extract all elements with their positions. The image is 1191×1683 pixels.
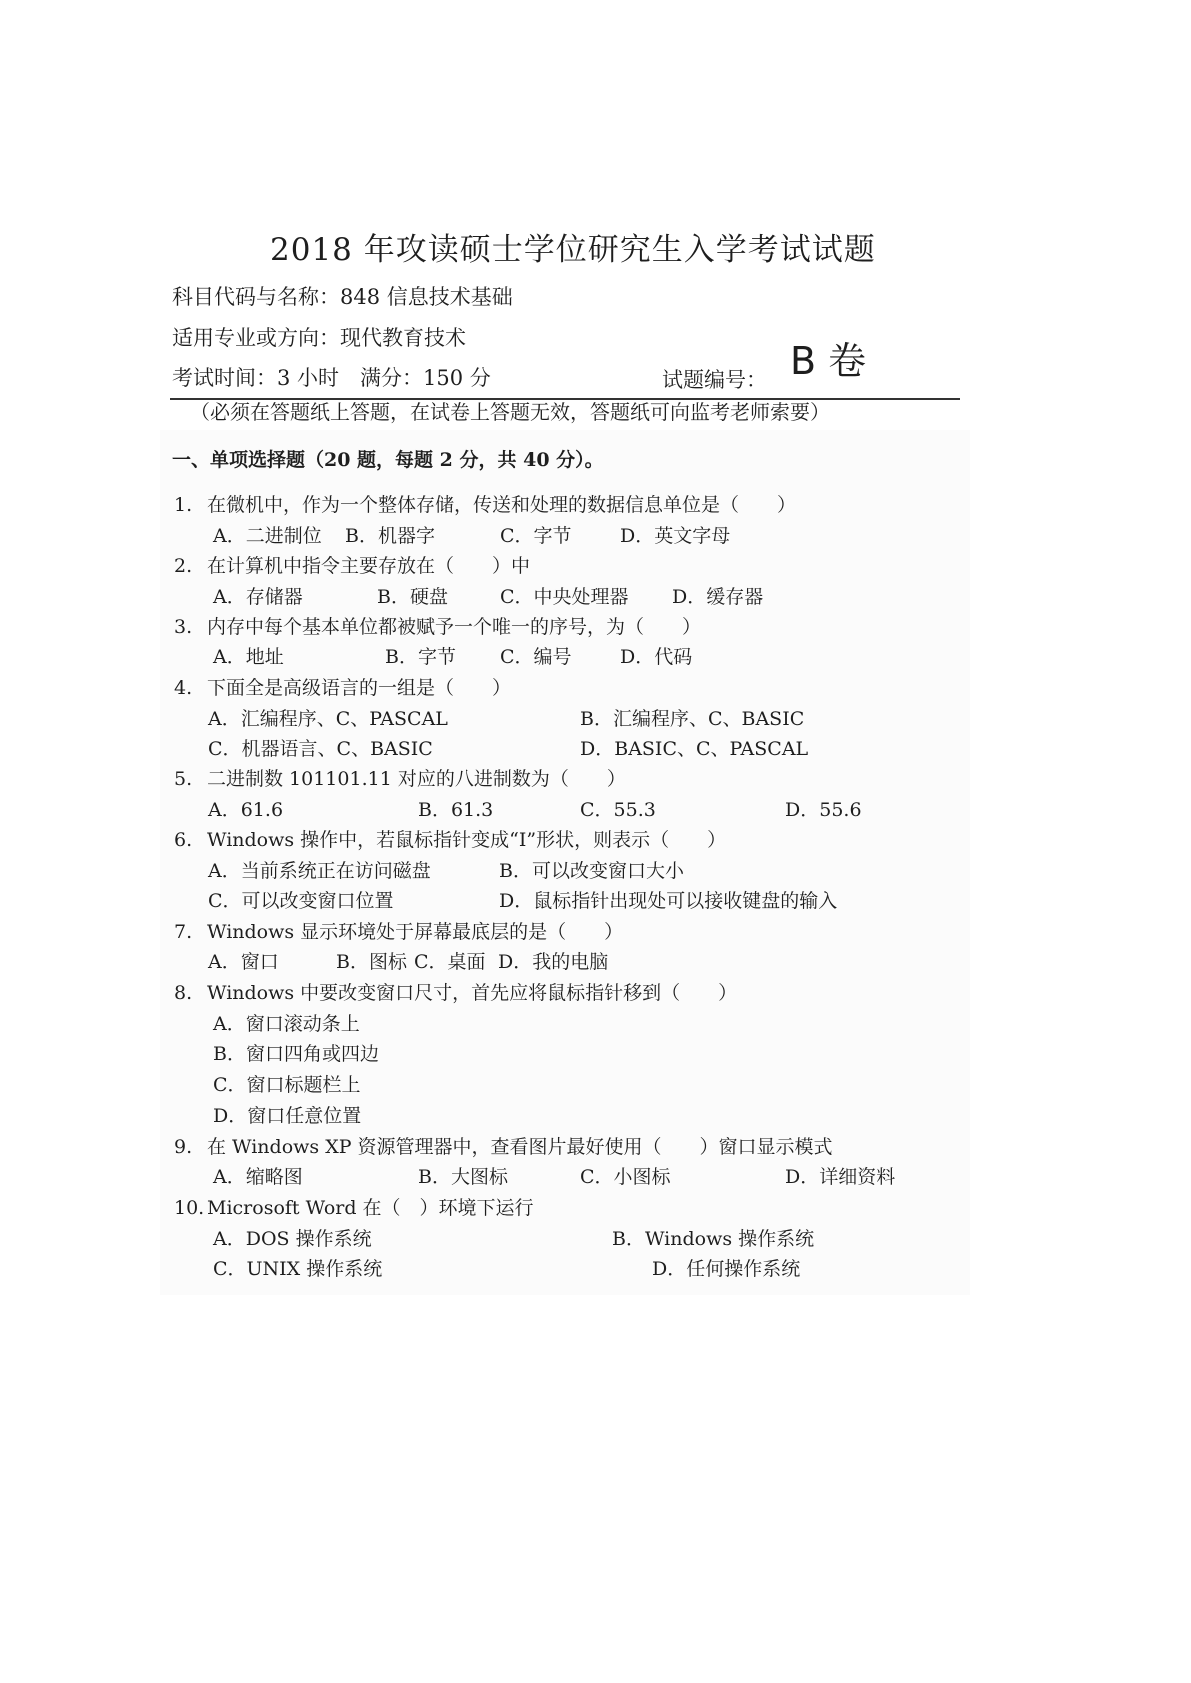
option: A．窗口 (208, 951, 279, 973)
question-text: 在 Windows XP 资源管理器中，查看图片最好使用（ ）窗口显示模式 (207, 1136, 833, 1158)
option: A．窗口滚动条上 (213, 1013, 360, 1035)
option: B．汇编程序、C、BASIC (580, 708, 805, 730)
question-text: 二进制数 101101.11 对应的八进制数为（ ） (207, 768, 626, 790)
question-text: Windows 操作中，若鼠标指针变成“I”形状，则表示（ ） (207, 829, 727, 851)
section-title: 一、单项选择题（20 题，每题 2 分，共 40 分）。 (172, 449, 604, 471)
question-number: 4. (174, 677, 193, 699)
option: D．窗口任意位置 (213, 1105, 362, 1127)
question-text: 在微机中，作为一个整体存储，传送和处理的数据信息单位是（ ） (207, 494, 797, 516)
option: C．桌面 (414, 951, 486, 973)
option: D．代码 (620, 646, 693, 668)
question-number: 1. (174, 494, 193, 516)
option: D．55.6 (785, 799, 862, 821)
option: B．窗口四角或四边 (213, 1043, 379, 1065)
question-number: 2. (174, 555, 193, 577)
option: D．缓存器 (672, 586, 764, 608)
option: B．大图标 (418, 1166, 508, 1188)
subject-line: 科目代码与名称：848 信息技术基础 (172, 285, 513, 309)
question-text: Microsoft Word 在（ ）环境下运行 (207, 1197, 534, 1219)
option: A．地址 (213, 646, 284, 668)
option: A．缩略图 (213, 1166, 303, 1188)
option: C．窗口标题栏上 (213, 1074, 361, 1096)
option: D．任何操作系统 (652, 1258, 801, 1280)
question-number: 6. (174, 829, 193, 851)
option: B．61.3 (418, 799, 494, 821)
option: C．55.3 (580, 799, 656, 821)
question-number: 9. (174, 1136, 193, 1158)
question-number: 7. (174, 921, 193, 943)
question-text: 下面全是高级语言的一组是（ ） (207, 677, 512, 699)
question-number: 5. (174, 768, 193, 790)
option: D．鼠标指针出现处可以接收键盘的输入 (499, 890, 838, 912)
question-text: Windows 显示环境处于屏幕最底层的是（ ） (207, 921, 624, 943)
paper-code-label: 试题编号： (662, 368, 767, 392)
option: C．可以改变窗口位置 (208, 890, 394, 912)
major-line: 适用专业或方向：现代教育技术 (172, 326, 466, 350)
option: A．存储器 (213, 586, 303, 608)
exam-title: 2018 年攻读硕士学位研究生入学考试试题 (270, 232, 876, 268)
option: D．我的电脑 (498, 951, 609, 973)
question-number: 10. (174, 1197, 205, 1219)
option: B．图标 (336, 951, 407, 973)
option: B．机器字 (345, 525, 435, 547)
question-text: 内存中每个基本单位都被赋予一个唯一的序号，为（ ） (207, 616, 702, 638)
option: C．UNIX 操作系统 (213, 1258, 383, 1280)
option: B．Windows 操作系统 (612, 1228, 815, 1250)
option: A．当前系统正在访问磁盘 (208, 860, 431, 882)
option: C．小图标 (580, 1166, 671, 1188)
question-text: 在计算机中指令主要存放在（ ）中 (207, 555, 531, 577)
option: A．61.6 (208, 799, 284, 821)
option: A．DOS 操作系统 (213, 1228, 372, 1250)
paper-code: B 卷 (790, 339, 867, 383)
option: B．可以改变窗口大小 (499, 860, 684, 882)
time-score-line: 考试时间：3 小时 满分：150 分 (172, 366, 491, 390)
option: B．硬盘 (377, 586, 448, 608)
question-number: 3. (174, 616, 193, 638)
question-text: Windows 中要改变窗口尺寸，首先应将鼠标指针移到（ ） (207, 982, 738, 1004)
option: C．字节 (500, 525, 572, 547)
notice: （必须在答题纸上答题，在试卷上答题无效，答题纸可向监考老师索要） (190, 400, 830, 424)
option: A．汇编程序、C、PASCAL (208, 708, 448, 730)
option: B．字节 (385, 646, 456, 668)
option: C．中央处理器 (500, 586, 629, 608)
option: A．二进制位 (213, 525, 322, 547)
option: C．编号 (500, 646, 572, 668)
option: D．BASIC、C、PASCAL (580, 738, 809, 760)
option: C．机器语言、C、BASIC (208, 738, 433, 760)
question-number: 8. (174, 982, 193, 1004)
option: D．详细资料 (785, 1166, 896, 1188)
option: D．英文字母 (620, 525, 731, 547)
